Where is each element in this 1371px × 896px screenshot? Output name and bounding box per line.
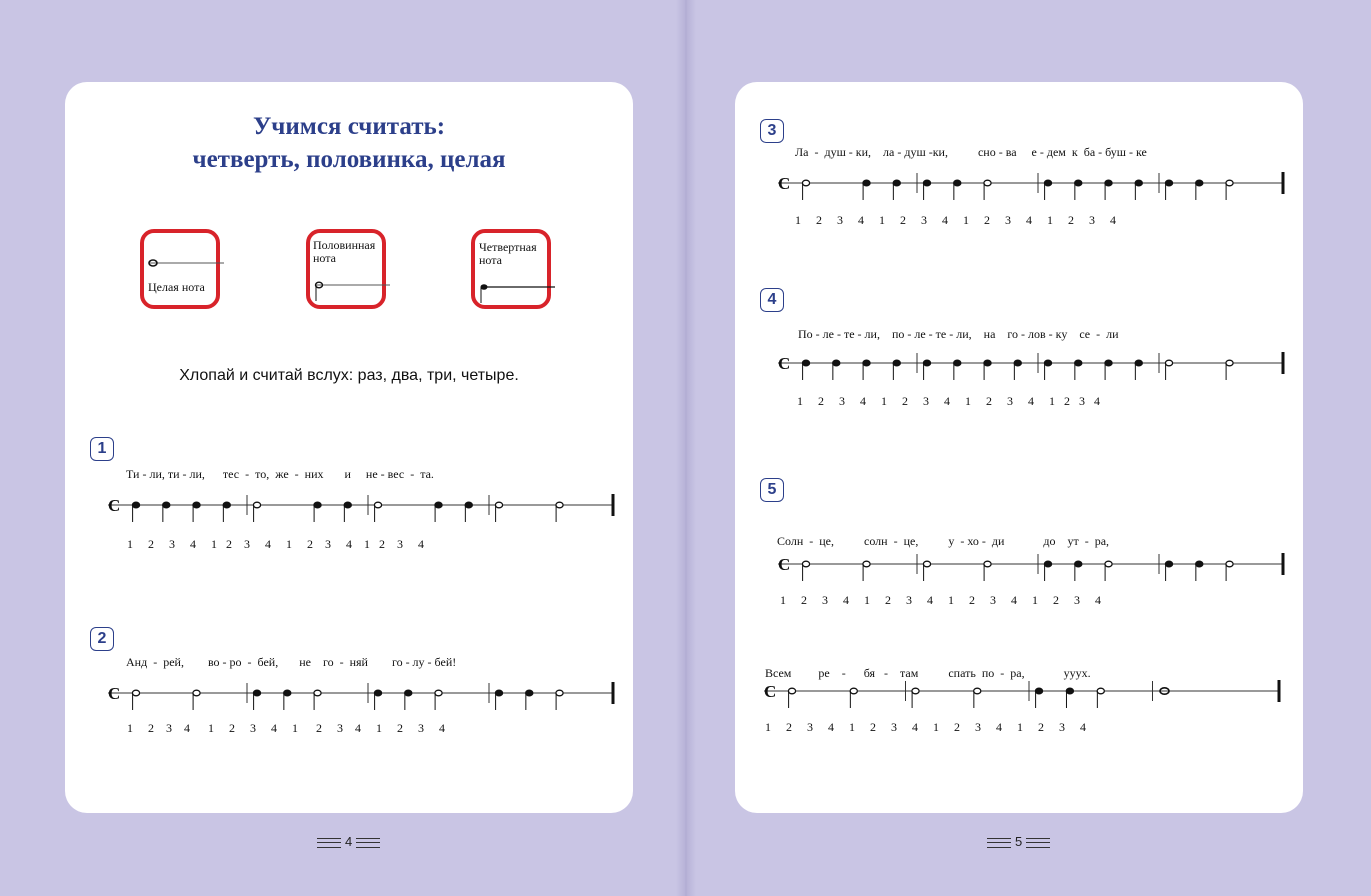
quarter-note bbox=[1105, 180, 1112, 186]
half-note bbox=[556, 690, 563, 696]
whole-note-label: Целая нота bbox=[148, 280, 205, 294]
quarter-note bbox=[1035, 688, 1042, 694]
common-time-symbol: C bbox=[108, 684, 121, 703]
half-note bbox=[1226, 561, 1233, 567]
right-page-card bbox=[735, 82, 1303, 813]
common-time-symbol: C bbox=[778, 555, 791, 574]
quarter-note bbox=[495, 690, 502, 696]
quarter-note bbox=[253, 690, 260, 696]
exercise-5-lyrics-line-2: Всем ре - бя - там спать по - ра, уууx. bbox=[765, 666, 1091, 680]
half-note bbox=[1226, 180, 1233, 186]
quarter-note bbox=[1075, 180, 1082, 186]
exercise-number-badge: 4 bbox=[760, 288, 784, 312]
quarter-note bbox=[923, 360, 930, 366]
page-number-right: 5 bbox=[987, 834, 1050, 849]
half-note bbox=[923, 561, 930, 567]
quarter-note bbox=[984, 360, 991, 366]
page-number-ornament bbox=[317, 838, 341, 848]
quarter-note bbox=[1044, 360, 1051, 366]
quarter-note bbox=[1196, 561, 1203, 567]
page-number-ornament bbox=[1026, 838, 1050, 848]
quarter-note bbox=[223, 502, 230, 508]
quarter-note bbox=[802, 360, 809, 366]
half-note bbox=[253, 502, 260, 508]
quarter-note bbox=[1135, 180, 1142, 186]
quarter-note bbox=[893, 360, 900, 366]
half-note bbox=[850, 688, 857, 694]
exercise-2-counts: 1 2 3 4 1 2 3 4 1 2 3 4 1 2 3 4 bbox=[127, 721, 445, 735]
common-time-symbol: C bbox=[778, 174, 791, 193]
common-time-symbol: C bbox=[778, 354, 791, 373]
quarter-note bbox=[344, 502, 351, 508]
half-note bbox=[984, 180, 991, 186]
quarter-note bbox=[374, 690, 381, 696]
exercise-5-counts-line-2: 1 2 3 4 1 2 3 4 1 2 3 4 1 2 3 4 bbox=[765, 720, 1086, 734]
whole-note-box bbox=[140, 229, 220, 309]
half-note bbox=[974, 688, 981, 694]
page-number-ornament bbox=[356, 838, 380, 848]
quarter-note bbox=[863, 360, 870, 366]
quarter-note bbox=[1165, 180, 1172, 186]
half-note bbox=[1097, 688, 1104, 694]
title-line-1: Учимся считать: bbox=[252, 113, 446, 140]
half-note bbox=[1105, 561, 1112, 567]
quarter-note bbox=[923, 180, 930, 186]
quarter-note bbox=[526, 690, 533, 696]
common-time-symbol: C bbox=[764, 682, 777, 701]
half-note bbox=[556, 502, 563, 508]
exercise-2-lyrics: Анд - рей, во - ро - бей, не го - няй го - лу - бей! bbox=[126, 655, 457, 669]
quarter-note-label: Четвертная нота bbox=[479, 240, 537, 267]
quarter-note bbox=[405, 690, 412, 696]
half-note bbox=[495, 502, 502, 508]
quarter-note bbox=[1044, 180, 1051, 186]
half-note bbox=[984, 561, 991, 567]
quarter-note bbox=[314, 502, 321, 508]
quarter-note bbox=[193, 502, 200, 508]
quarter-note bbox=[1165, 561, 1172, 567]
quarter-note-box bbox=[471, 229, 551, 309]
exercise-4-staff bbox=[778, 341, 1288, 391]
half-note bbox=[788, 688, 795, 694]
left-page-card bbox=[65, 82, 633, 813]
quarter-note bbox=[284, 690, 291, 696]
quarter-note-icon bbox=[475, 233, 555, 313]
exercise-3-counts: 1 2 3 4 1 2 3 4 1 2 3 4 1 2 3 4 bbox=[795, 213, 1116, 227]
quarter-note bbox=[132, 502, 139, 508]
half-note-icon bbox=[310, 233, 390, 313]
common-time-symbol: C bbox=[108, 496, 121, 515]
quarter-note bbox=[863, 180, 870, 186]
quarter-note bbox=[163, 502, 170, 508]
quarter-note bbox=[435, 502, 442, 508]
quarter-note bbox=[1075, 561, 1082, 567]
half-note-box bbox=[306, 229, 386, 309]
quarter-note bbox=[1135, 360, 1142, 366]
exercise-number-badge: 3 bbox=[760, 119, 784, 143]
exercise-number-badge: 2 bbox=[90, 627, 114, 651]
page-title bbox=[65, 110, 633, 176]
quarter-note bbox=[954, 180, 961, 186]
half-note bbox=[193, 690, 200, 696]
exercise-5-staff-1 bbox=[778, 542, 1288, 592]
quarter-note bbox=[1014, 360, 1021, 366]
exercise-3-lyrics: Ла - душ - ки, ла - душ -ки, сно - ва е - дем к ба - буш - ке bbox=[795, 145, 1147, 159]
half-note bbox=[374, 502, 381, 508]
exercise-3-staff bbox=[778, 161, 1288, 211]
exercise-5-staff-2 bbox=[764, 669, 1284, 719]
whole-note-icon bbox=[144, 233, 224, 313]
quarter-note bbox=[1066, 688, 1073, 694]
exercise-1-counts: 1 2 3 4 1 2 3 4 1 2 3 4 1 2 3 4 bbox=[127, 537, 424, 551]
instruction-text: Хлопай и считай вслух: раз, два, три, четыре. bbox=[179, 367, 519, 384]
half-note bbox=[802, 180, 809, 186]
exercise-4-counts: 1 2 3 4 1 2 3 4 1 2 3 4 1 2 3 4 bbox=[797, 394, 1100, 408]
exercise-5-counts-line-1: 1 2 3 4 1 2 3 4 1 2 3 4 1 2 3 4 bbox=[780, 593, 1101, 607]
half-note bbox=[1165, 360, 1172, 366]
exercise-4-lyrics: По - ле - те - ли, по - ле - те - ли, на го - лов - ку се - ли bbox=[798, 327, 1119, 341]
exercise-5-lyrics-line-1: Солн - це, солн - це, у - хо - ди до ут - ра, bbox=[777, 534, 1110, 548]
half-note bbox=[863, 561, 870, 567]
exercise-1-lyrics: Ти - ли, ти - ли, тес - то, же - них и не - вес - та. bbox=[126, 467, 434, 481]
quarter-note bbox=[1105, 360, 1112, 366]
book-spine bbox=[676, 0, 696, 896]
quarter-note bbox=[1044, 561, 1051, 567]
quarter-note bbox=[1075, 360, 1082, 366]
title-line-2: четверть, половинка, целая bbox=[192, 146, 506, 173]
quarter-note bbox=[465, 502, 472, 508]
exercise-number-badge: 5 bbox=[760, 478, 784, 502]
quarter-note bbox=[833, 360, 840, 366]
exercise-2-staff bbox=[108, 671, 618, 721]
half-note bbox=[435, 690, 442, 696]
page-number-left: 4 bbox=[317, 834, 380, 849]
half-note bbox=[912, 688, 919, 694]
half-note bbox=[314, 690, 321, 696]
quarter-note bbox=[954, 360, 961, 366]
half-note bbox=[802, 561, 809, 567]
exercise-number-badge: 1 bbox=[90, 437, 114, 461]
half-note bbox=[132, 690, 139, 696]
quarter-note bbox=[893, 180, 900, 186]
exercise-1-staff bbox=[108, 483, 618, 533]
page-number-ornament bbox=[987, 838, 1011, 848]
half-note bbox=[1226, 360, 1233, 366]
half-note-label: Половинная нота bbox=[313, 238, 376, 265]
quarter-note bbox=[1196, 180, 1203, 186]
